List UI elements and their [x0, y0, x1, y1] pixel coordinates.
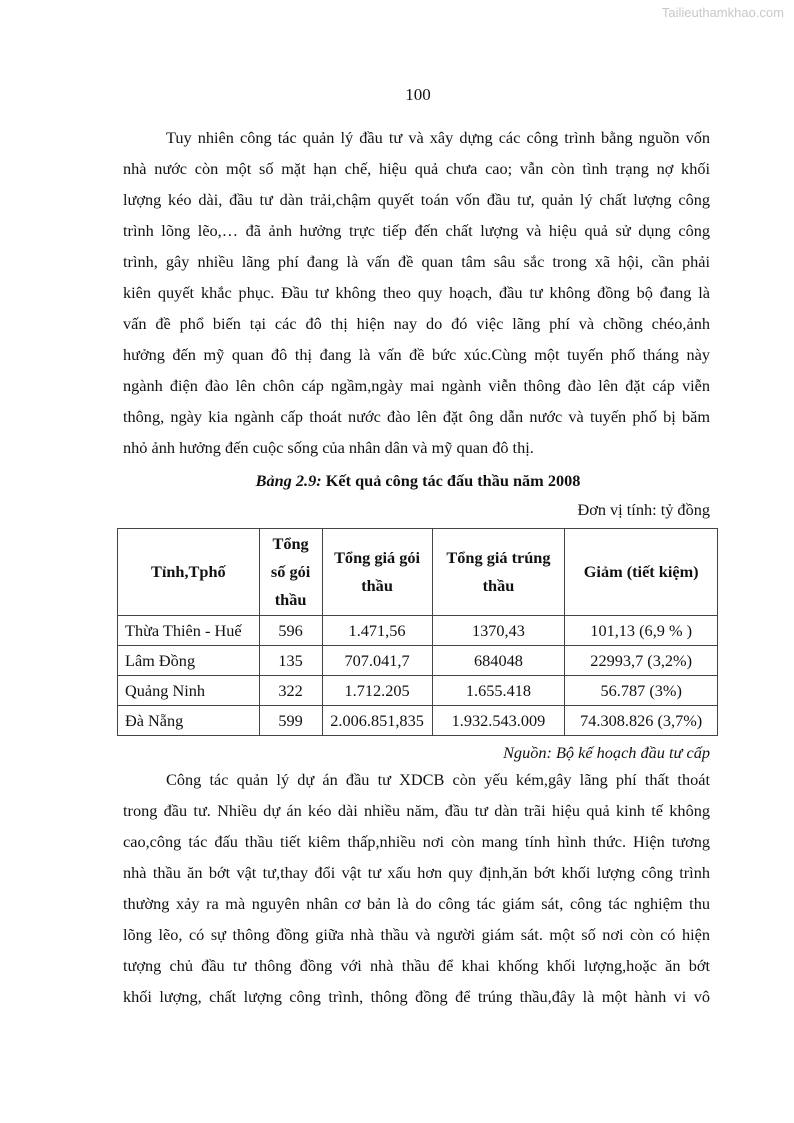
header-savings: Giảm (tiết kiệm)	[565, 529, 718, 616]
text-line: vấn đề phổ biến tại các đô thị hiện nay do đó việc lãng phí và chồng chéo,ảnh	[123, 314, 710, 333]
table-cell: 1.655.418	[432, 676, 565, 706]
text-line: nhỏ ảnh hưởng đến cuộc sống của nhân dân và mỹ quan đô thị.	[123, 438, 534, 457]
table-row	[118, 676, 718, 706]
header-province: Tỉnh,Tphố	[118, 529, 260, 616]
header-package-count: Tổng số gói thầu	[259, 529, 322, 616]
text-line: lõng lẽo, có sự thông đồng giữa nhà thầu và người giám sát. một số nơi còn có hiện	[123, 925, 710, 944]
table-cell: 599	[259, 706, 322, 736]
table-cell: 1370,43	[432, 616, 565, 646]
table-cell: 135	[259, 646, 322, 676]
table-cell: 322	[259, 676, 322, 706]
table-cell: 707.041,7	[322, 646, 432, 676]
table-cell: 2.006.851,835	[322, 706, 432, 736]
table-cell: Đà Nẵng	[118, 706, 260, 736]
table-cell: 22993,7 (3,2%)	[565, 646, 718, 676]
table-header-row	[118, 529, 718, 616]
text-line: ngành điện đào lên chôn cáp ngầm,ngày mai ngành viễn thông đào lên đặt cáp viễn	[123, 376, 710, 395]
table-row	[118, 616, 718, 646]
table-cell: 56.787 (3%)	[565, 676, 718, 706]
table-unit: Đơn vị tính: tỷ đồng	[577, 500, 710, 519]
text-line: thông, ngày kia ngành cấp thoát nước đào lên đặt ông dẫn nước và tuyến phố bị băm	[123, 407, 710, 426]
text-line: khối lượng, chất lượng công trình, thông đồng để trúng thầu,đây là một hành vi vô	[123, 987, 710, 1006]
table-cell: Quảng Ninh	[118, 676, 260, 706]
table-cell: 74.308.826 (3,7%)	[565, 706, 718, 736]
watermark: Tailieuthamkhao.com	[661, 5, 784, 20]
text-line: nhà nước còn một số mặt hạn chế, hiệu quả chưa cao; vẫn còn tình trạng nợ khối	[123, 159, 710, 178]
table-cell: 684048	[432, 646, 565, 676]
text-line: trình, gây nhiều lãng phí đang là vấn đề quan tâm sâu sắc trong xã hội, cần phải	[123, 252, 710, 271]
text-line: trong đầu tư. Nhiều dự án kéo dài nhiều năm, đầu tư dàn trãi hiệu quả kinh tế không	[123, 801, 710, 820]
table-row	[118, 706, 718, 736]
table-caption-label: Bảng 2.9:	[255, 471, 322, 490]
text-line: cao,công tác đấu thầu tiết kiêm thấp,nhiều nơi còn mang tính hình thức. Hiện tương	[123, 832, 710, 851]
table-cell: Thừa Thiên - Huế	[118, 616, 260, 646]
text-line: hưởng đến mỹ quan đô thị đang là vấn đề bức xúc.Cùng một tuyến phố tháng này	[123, 345, 710, 364]
table-row	[118, 646, 718, 676]
table-caption	[0, 471, 794, 491]
text-line: nhà thầu ăn bớt vật tư,thay đổi vật tư xấu hơn quy định,ăn bớt khối lượng công trình	[123, 863, 710, 882]
text-line: kiên quyết khắc phục. Đầu tư không theo quy hoạch, đầu tư không đồng bộ đang là	[123, 283, 710, 302]
table-cell: 1.471,56	[322, 616, 432, 646]
table-cell: Lâm Đồng	[118, 646, 260, 676]
text-line: lượng kéo dài, đầu tư dàn trải,chậm quyết toán vốn đầu tư, quản lý chất lượng công	[123, 190, 710, 209]
table-cell: 1.932.543.009	[432, 706, 565, 736]
text-line: trình lõng lẽo,… đã ảnh hưởng trực tiếp đến chất lượng và hiệu quả sử dụng công	[123, 221, 710, 240]
table-cell: 101,13 (6,9 % )	[565, 616, 718, 646]
table-source: Nguồn: Bộ kế hoạch đầu tư cấp	[503, 743, 710, 762]
results-table	[117, 528, 718, 736]
table-cell: 1.712.205	[322, 676, 432, 706]
header-package-value: Tổng giá gói thầu	[322, 529, 432, 616]
text-line: thường xảy ra mà nguyên nhân cơ bản là do công tác giám sát, công tác nghiệm thu	[123, 894, 710, 913]
text-line: Công tác quản lý dự án đầu tư XDCB còn yếu kém,gây lãng phí thất thoát	[166, 770, 710, 789]
text-line: Tuy nhiên công tác quản lý đầu tư và xây dựng các công trình bằng nguồn vốn	[166, 128, 710, 147]
header-winning-value: Tổng giá trúng thầu	[432, 529, 565, 616]
table-caption-title: Kết quả công tác đấu thầu năm 2008	[321, 471, 581, 490]
page-number: 100	[405, 85, 431, 104]
text-line: tượng chủ đầu tư thông đồng với nhà thầu để khai khống khối lượng,hoặc ăn bớt	[123, 956, 710, 975]
table-cell: 596	[259, 616, 322, 646]
